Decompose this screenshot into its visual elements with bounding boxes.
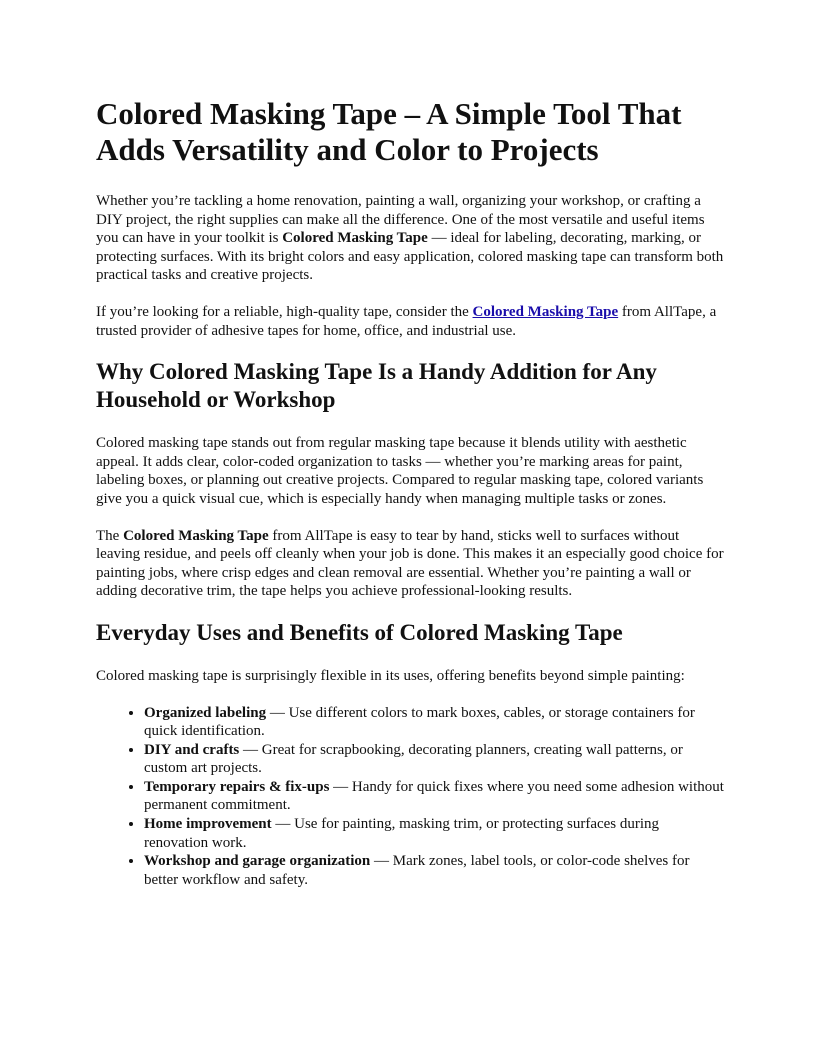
list-item-text: — Mark zones, label tools, or color-code shelves for better workflow and safety.	[144, 853, 690, 888]
section1-p2-text-end: from AllTape is easy to tear by hand, sticks well to surfaces without leaving residue, and peels off cleanly when your job is done. This makes it an especially good choice for painting jobs, where crisp edges and clean removal are essential. Whether you’re painting a wall or adding decorative trim, the tape helps you achieve professional-looking results.	[96, 527, 724, 600]
uses-list	[96, 704, 726, 890]
list-item	[144, 815, 726, 852]
section1-p2-text-start: The	[96, 527, 124, 544]
section1-paragraph-1: Colored masking tape stands out from regular masking tape because it blends utility with aesthetic appeal. It adds clear, color-coded organization to tasks — whether you’re marking areas for paint, labeling boxes, or planning out creative projects. Compared to regular masking tape, colored variants give you a quick visual cue, which is especially handy when managing multiple tasks or zones.	[96, 435, 704, 507]
list-item	[144, 704, 726, 741]
intro-p2-text-start: If you’re looking for a reliable, high-quality tape, consider the	[96, 303, 473, 320]
list-item-text: — Handy for quick fixes where you need some adhesion without permanent commitment.	[144, 778, 724, 814]
list-item-bold: Temporary repairs & fix-ups	[144, 778, 330, 795]
intro-p1-text-end: — ideal for labeling, decorating, marking, or protecting surfaces. With its bright colors and easy application, colored masking tape can transform both practical tasks and creative projects.	[96, 230, 724, 284]
list-item-bold: Workshop and garage organization	[144, 853, 371, 870]
intro-p1-bold: Colored Masking Tape	[282, 230, 428, 247]
section2-intro: Colored masking tape is surprisingly flexible in its uses, offering benefits beyond simple painting:	[96, 667, 685, 684]
page-title: Colored Masking Tape – A Simple Tool That Adds Versatility and Color to Projects	[96, 96, 682, 167]
document-page	[96, 96, 726, 889]
colored-masking-tape-link[interactable]: Colored Masking Tape	[472, 303, 619, 320]
section1-paragraph-2	[96, 527, 726, 601]
list-item-bold: DIY and crafts	[144, 741, 240, 758]
section-heading-why: Why Colored Masking Tape Is a Handy Addition for Any Household or Workshop	[96, 359, 657, 413]
list-item	[144, 778, 726, 815]
section-heading-uses: Everyday Uses and Benefits of Colored Masking Tape	[96, 619, 623, 645]
list-item-text: — Use different colors to mark boxes, cables, or storage containers for quick identification.	[144, 704, 695, 740]
list-item-bold: Home improvement	[144, 816, 272, 833]
intro-paragraph-2	[96, 303, 726, 340]
intro-paragraph-1	[96, 192, 726, 285]
section1-p2-bold: Colored Masking Tape	[123, 527, 269, 544]
list-item-text: — Great for scrapbooking, decorating planners, creating wall patterns, or custom art projects.	[144, 741, 683, 777]
list-item-text: — Use for painting, masking trim, or protecting surfaces during renovation work.	[144, 816, 660, 851]
intro-p1-text-start: Whether you’re tackling a home renovation, painting a wall, organizing your workshop, or crafting a DIY project, the right supplies can make all the difference. One of the most versatile and useful items you can have in your toolkit is	[96, 193, 705, 247]
list-item	[144, 741, 726, 778]
list-item	[144, 852, 726, 889]
intro-p2-text-end: from AllTape, a trusted provider of adhesive tapes for home, office, and industrial use.	[96, 303, 717, 339]
list-item-bold: Organized labeling	[144, 704, 267, 721]
